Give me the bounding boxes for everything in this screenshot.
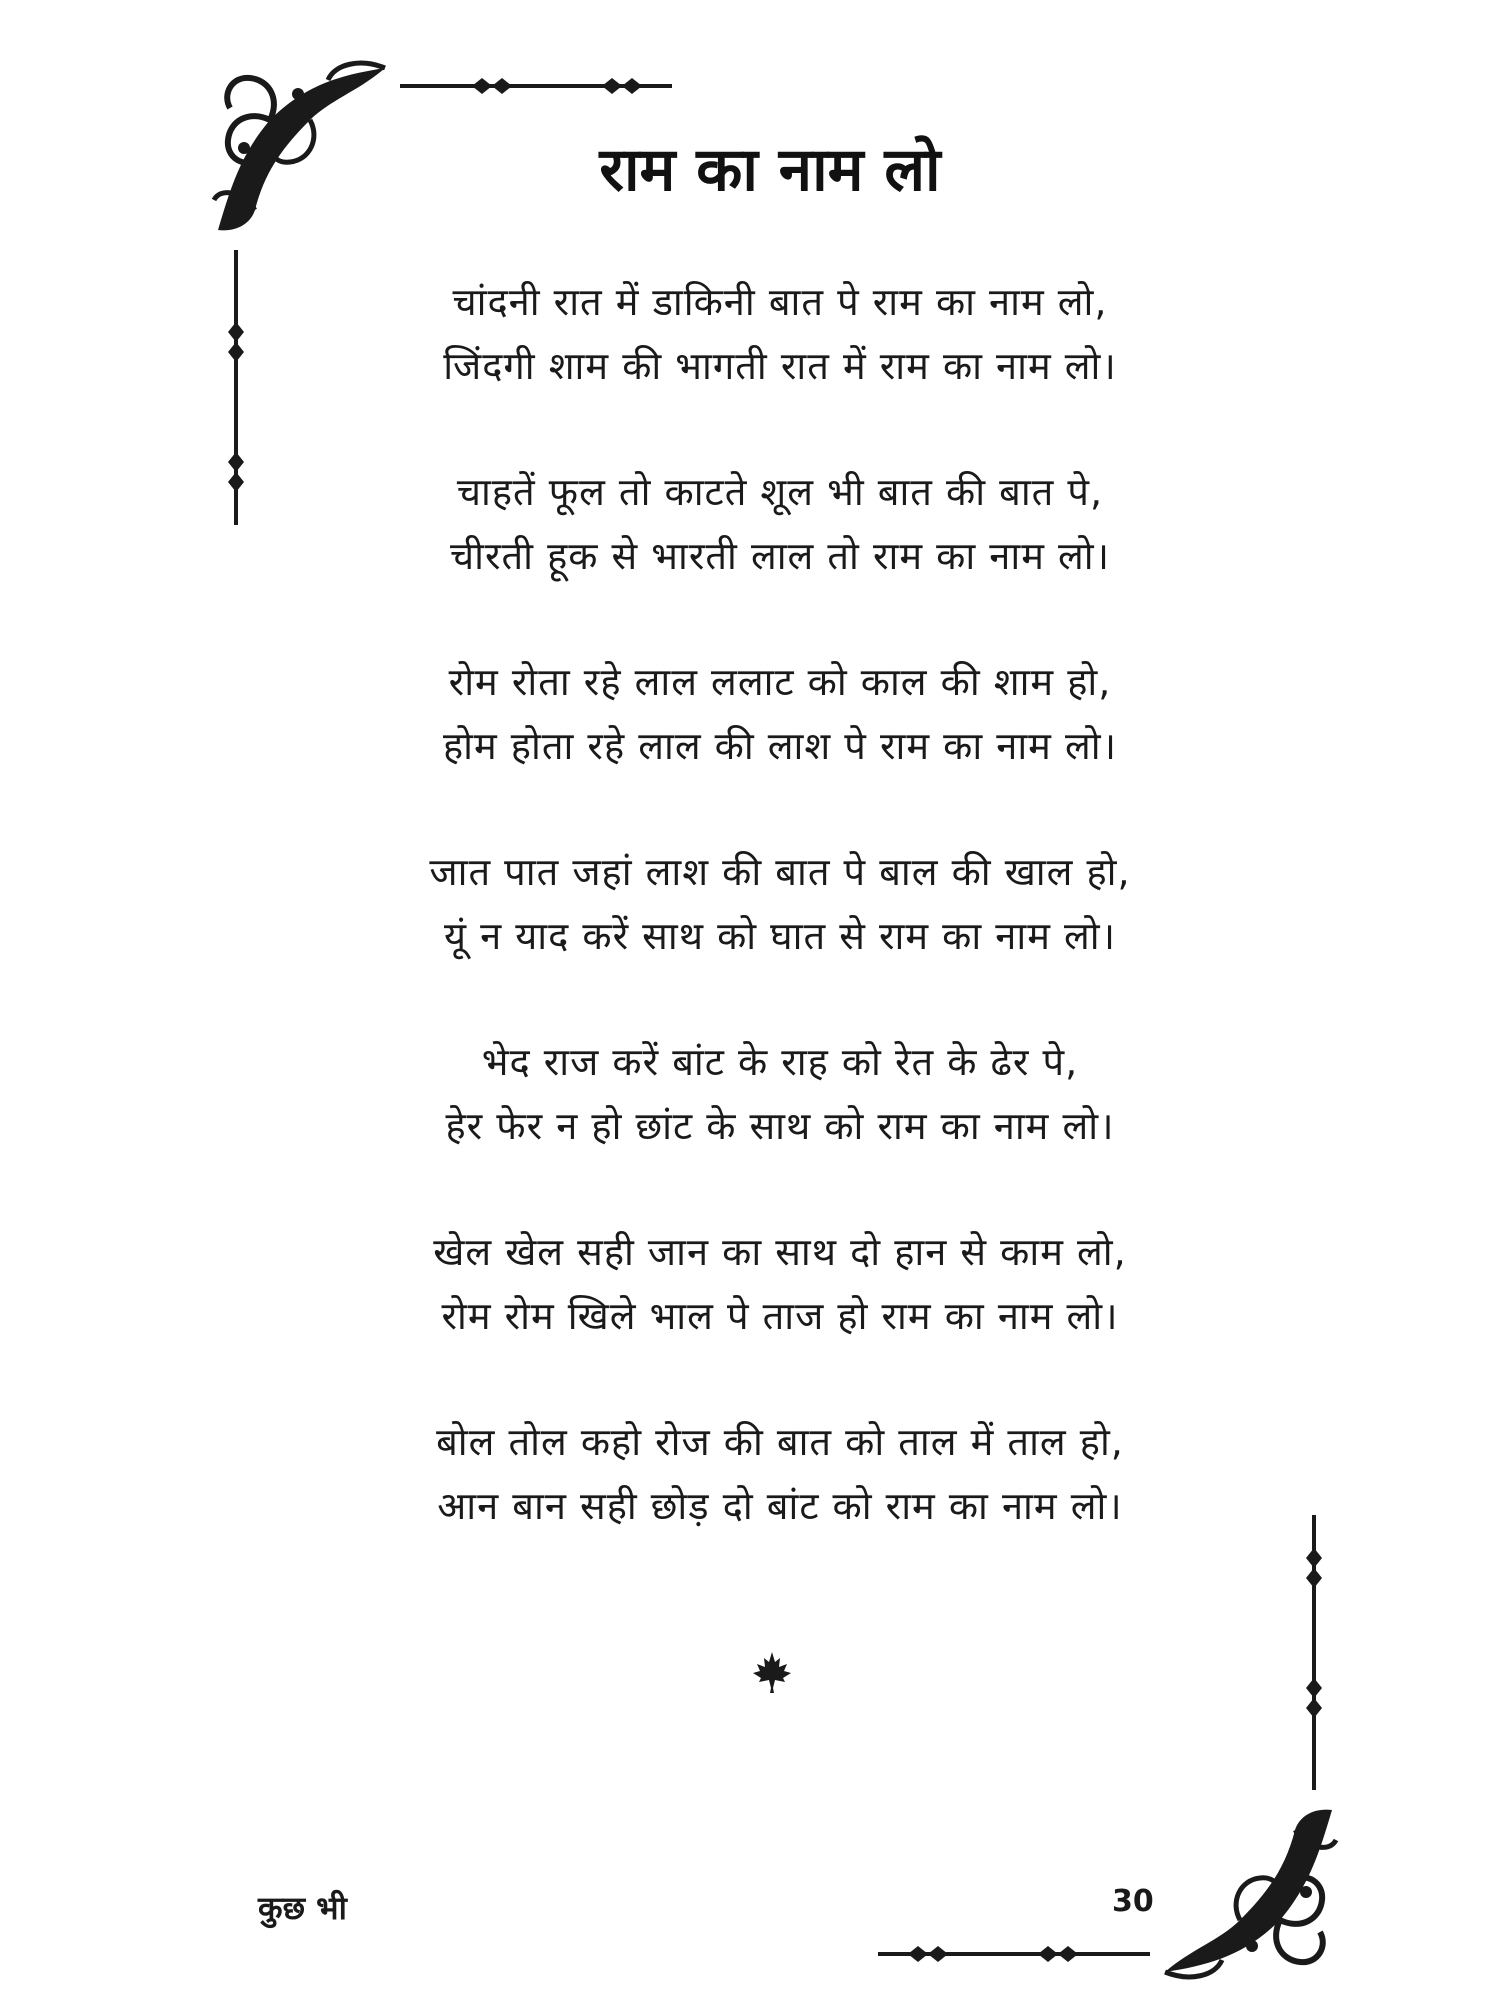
poem-line: होम होता रहे लाल की लाश पे राम का नाम लो। (442, 724, 1117, 768)
poem-line: बोल तोल कहो रोज की बात को ताल में ताल हो, (436, 1420, 1124, 1464)
poem-line: खेल खेल सही जान का साथ दो हान से काम लो, (433, 1230, 1127, 1274)
poem-line: रोम रोता रहे लाल ललाट को काल की शाम हो, (448, 660, 1112, 704)
poem-line: चाहतें फूल तो काटते शूल भी बात की बात पे, (456, 470, 1104, 514)
poem-line: चीरती हूक से भारती लाल तो राम का नाम लो। (449, 534, 1111, 578)
poem-line: जात पात जहां लाश की बात पे बाल की खाल हो, (429, 850, 1131, 894)
footer-book-title: कुछ भी (258, 1889, 347, 1927)
stanza (390, 650, 1170, 778)
poem-line: आन बान सही छोड़ दो बांट को राम का नाम लो। (437, 1484, 1123, 1528)
stanza (390, 460, 1170, 588)
poem-line: जिंदगी शाम की भागती रात में राम का नाम लो। (443, 344, 1117, 388)
page-number: 30 (1112, 1884, 1154, 1919)
poem-line: रोम रोम खिले भाल पे ताज हो राम का नाम लो। (441, 1294, 1119, 1338)
poem-line: यूं न याद करें साथ को घात से राम का नाम लो। (443, 914, 1117, 958)
stanza (390, 840, 1170, 968)
poem-body (390, 270, 1170, 1600)
poem-line: भेद राज करें बांट के राह को रेत के ढेर पे, (481, 1040, 1079, 1084)
stanza (390, 1410, 1170, 1538)
stanza (390, 1030, 1170, 1158)
poem-line: चांदनी रात में डाकिनी बात पे राम का नाम लो, (452, 280, 1108, 324)
poem-title: राम का नाम लो (599, 135, 941, 205)
maple-leaf-icon (750, 1650, 794, 1694)
stanza (390, 270, 1170, 398)
stanza (390, 1220, 1170, 1348)
poem-line: हेर फेर न हो छांट के साथ को राम का नाम लो। (445, 1104, 1115, 1148)
